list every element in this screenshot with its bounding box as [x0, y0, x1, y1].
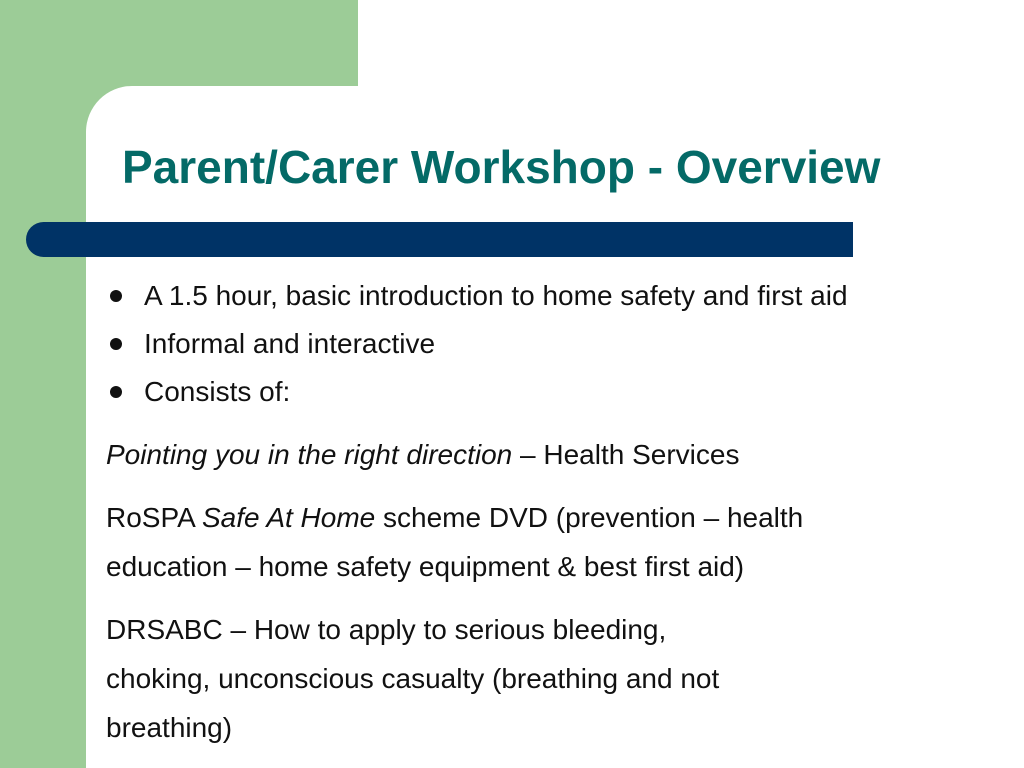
bullet-item [106, 272, 1006, 320]
item-drsabc-line-2: choking, unconscious casualty (breathing and not [106, 663, 720, 694]
item-rospa-rest: scheme DVD (prevention – health [375, 502, 804, 533]
item-rospa-line-1 [106, 493, 1006, 542]
bullet-list [106, 272, 1006, 416]
bullet-dot-icon [110, 386, 122, 398]
item-pointing-italic: Pointing you in the right direction [106, 439, 513, 470]
bullet-item [106, 368, 1006, 416]
item-drsabc-line-3: breathing) [106, 712, 233, 743]
item-drsabc [106, 605, 1006, 752]
item-pointing-rest: – Health Services [512, 439, 740, 470]
bullet-item [106, 320, 1006, 368]
bullet-text: A 1.5 hour, basic introduction to home safety and first aid [144, 280, 848, 311]
item-rospa-italic: Safe At Home [201, 502, 376, 533]
slide-title: Parent/Carer Workshop - Overview [122, 141, 881, 193]
item-pointing [106, 430, 1006, 479]
bullet-dot-icon [110, 290, 122, 302]
title-underline-bar [26, 222, 853, 257]
slide-body [106, 272, 1006, 752]
item-rospa-line-2: education – home safety equipment & best first aid) [106, 551, 745, 582]
item-drsabc-line-1: DRSABC – How to apply to serious bleeding, [106, 614, 667, 645]
item-rospa [106, 493, 1006, 591]
item-pointing-line [106, 430, 1006, 479]
bullet-text: Informal and interactive [144, 328, 436, 359]
bullet-text: Consists of: [144, 376, 291, 407]
item-rospa-prefix: RoSPA [106, 502, 202, 533]
bullet-dot-icon [110, 338, 122, 350]
